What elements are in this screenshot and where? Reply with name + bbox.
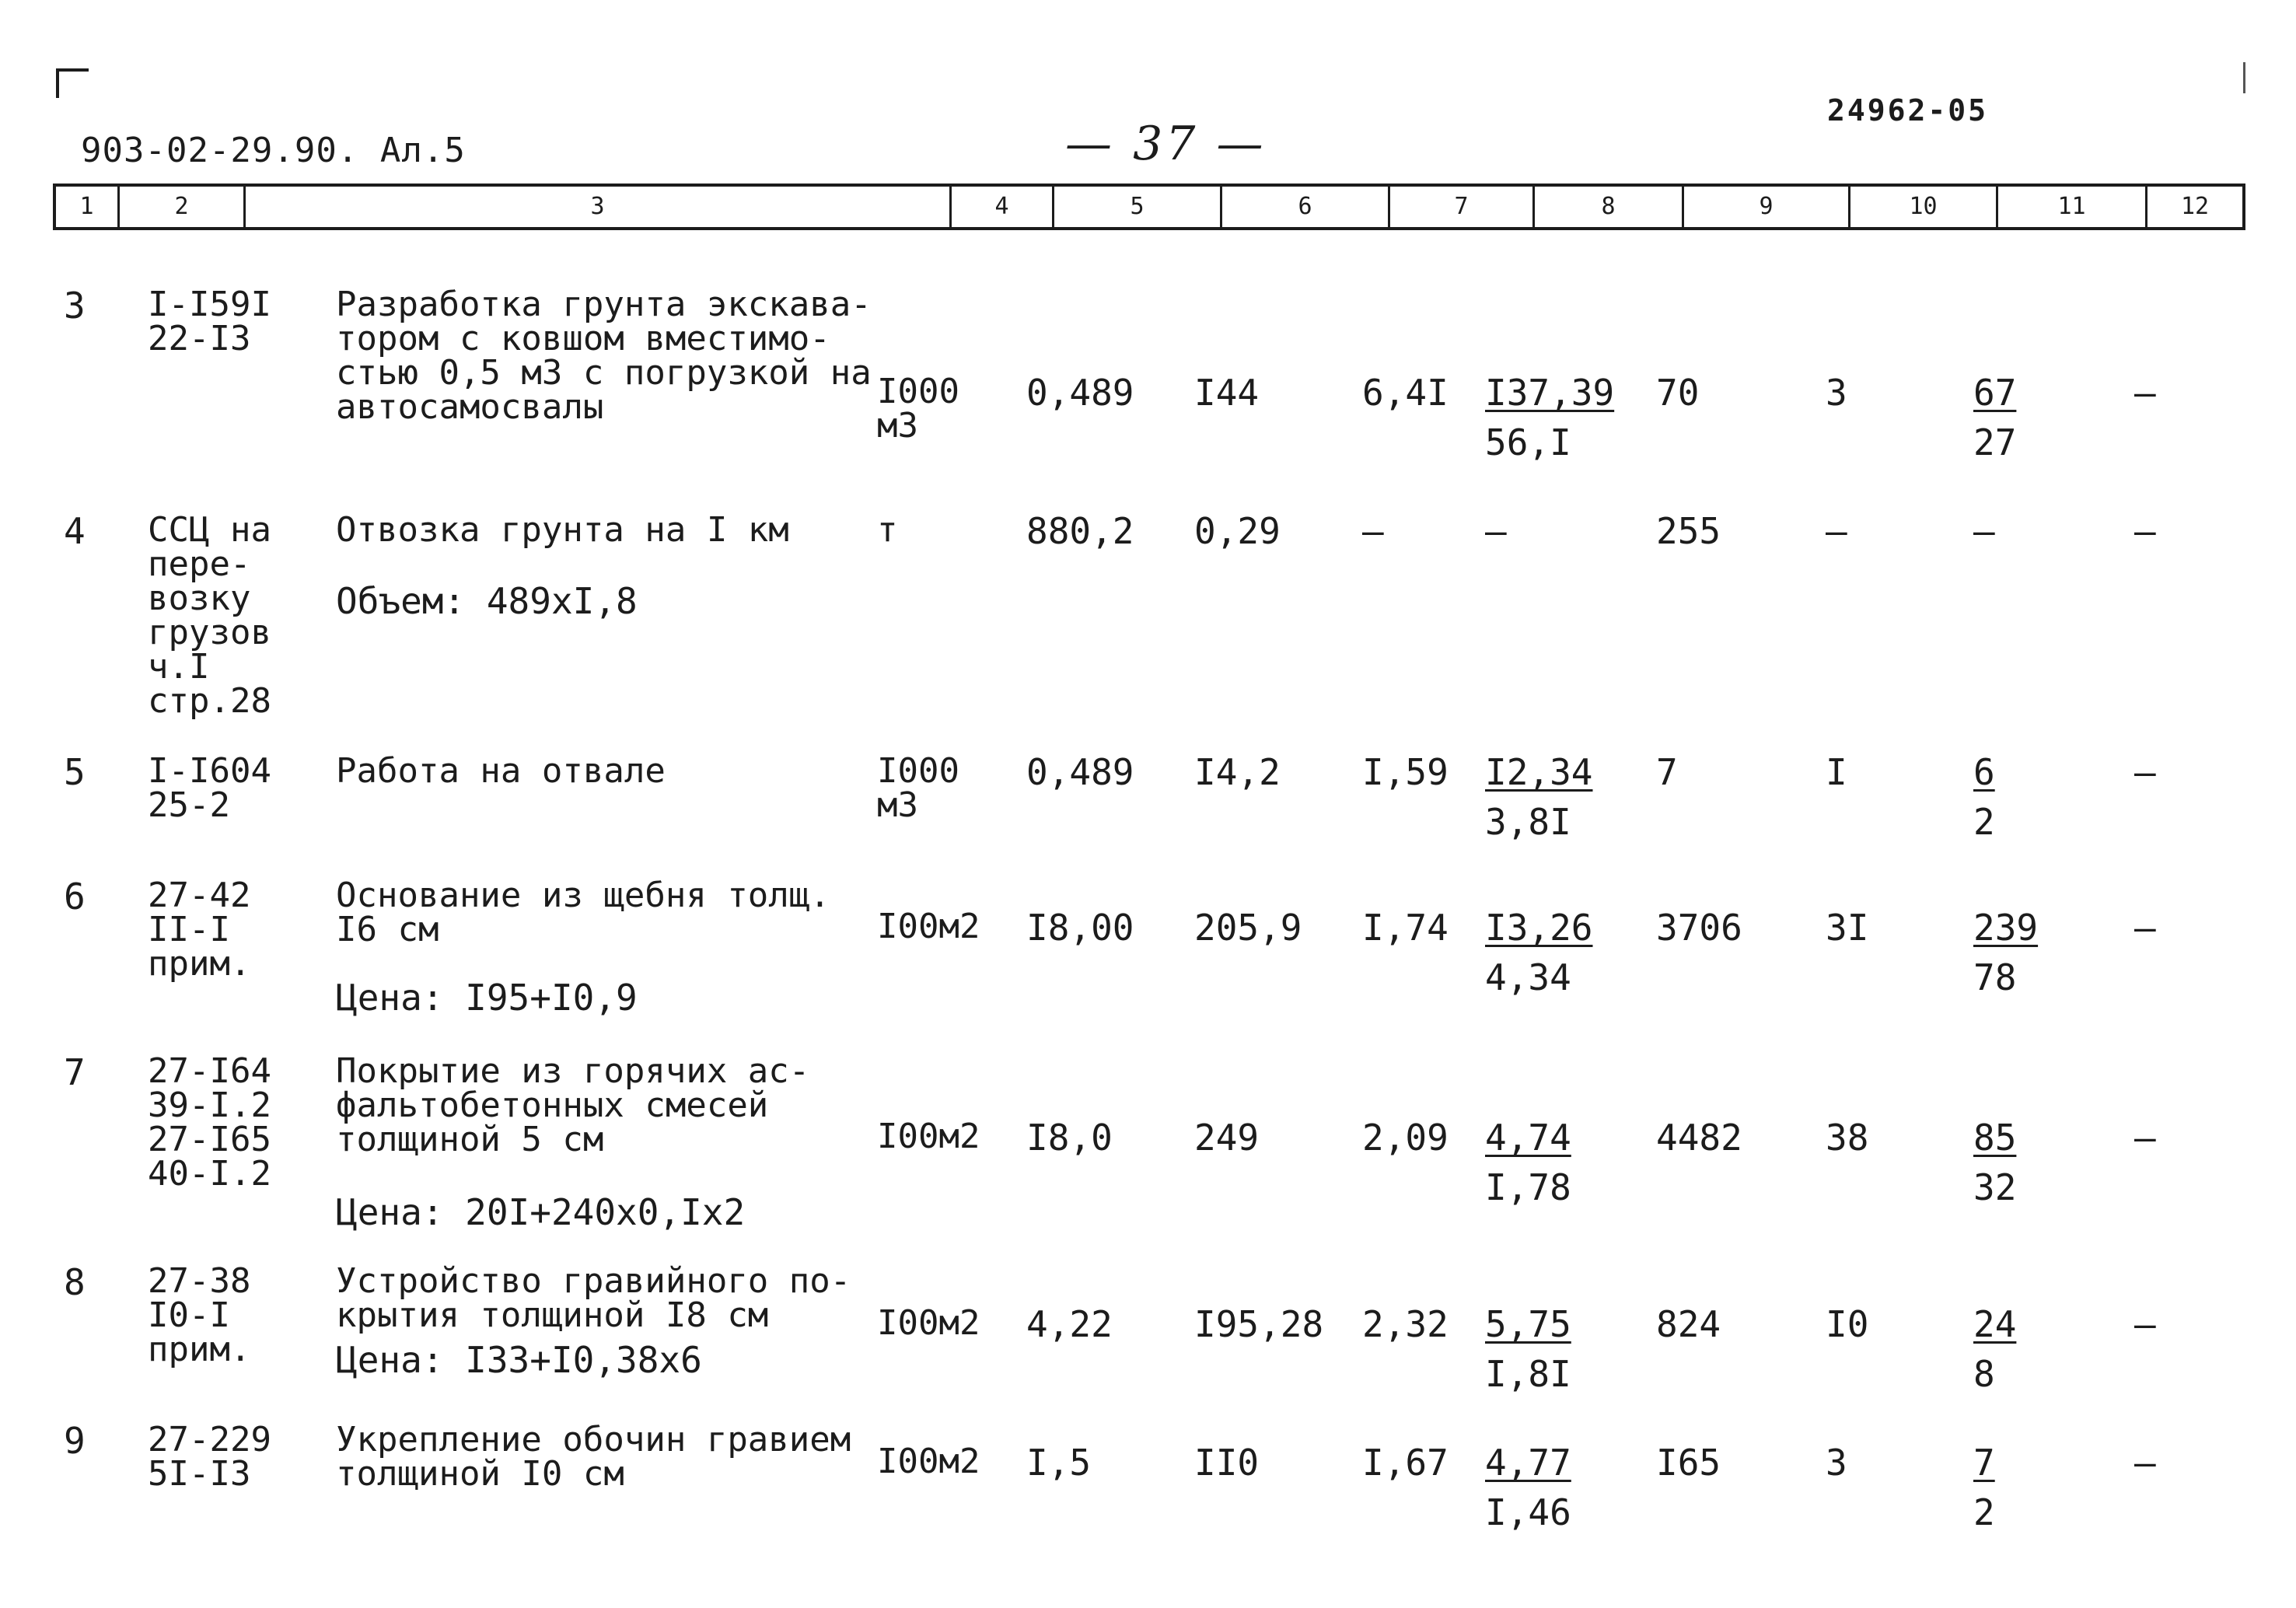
row-description: Покрытие из горячих ас- фальтобетонных смесей толщиной 5 см (336, 1051, 810, 1159)
row-col12: – (2134, 1303, 2156, 1345)
row-col11-bottom: 2 (1973, 1491, 1995, 1533)
row-number: 8 (64, 1261, 86, 1303)
row-col11-bottom: 27 (1973, 421, 2017, 463)
col-header-9: 9 (1684, 187, 1850, 227)
row-col12: – (2134, 1117, 2156, 1159)
col-header-11: 11 (1998, 187, 2147, 227)
row-col10: – (1826, 510, 1847, 552)
col-header-1: 1 (56, 187, 120, 227)
row-code: 27-I64 39-I.2 27-I65 40-I.2 (148, 1051, 271, 1194)
row-col11-top: 7 (1973, 1442, 1995, 1484)
row-col7: 6,4I (1362, 372, 1449, 414)
row-col12: – (2134, 751, 2156, 793)
row-col11-top: 67 (1973, 372, 2017, 414)
row-unit: I000 м3 (877, 751, 959, 825)
row-code: I-I59I 22-I3 (148, 285, 271, 358)
col-header-6: 6 (1222, 187, 1390, 227)
row-col11-bottom: 32 (1973, 1166, 2017, 1208)
row-code: ССЦ на пере- возку грузов ч.I стр.28 (148, 510, 271, 721)
row-col8-top: 4,74 (1485, 1117, 1571, 1159)
row-code: 27-42 II-I прим. (148, 876, 251, 984)
row-col10: 3I (1826, 907, 1869, 949)
row-col7: I,67 (1362, 1442, 1449, 1484)
corner-mark (56, 68, 89, 98)
row-number: 7 (64, 1051, 86, 1093)
document-code: 903-02-29.90. Ал.5 (81, 131, 466, 170)
row-col12: – (2134, 372, 2156, 414)
row-unit: I00м2 (877, 1303, 980, 1343)
row-unit: I00м2 (877, 907, 980, 946)
row-col9: 4482 (1656, 1117, 1742, 1159)
row-description: Работа на отвале (336, 751, 666, 791)
row-number: 9 (64, 1420, 86, 1462)
table-header (53, 184, 2245, 230)
row-col11-top: 24 (1973, 1303, 2017, 1345)
row-col8-bottom: 4,34 (1485, 956, 1571, 998)
row-col9: 3706 (1656, 907, 1742, 949)
row-col9: I65 (1656, 1442, 1721, 1484)
row-col7: 2,32 (1362, 1303, 1449, 1345)
row-description: Разработка грунта экскава- тором с ковшом вместимо- стью 0,5 м3 с погрузкой на автосамосвалы (336, 285, 872, 427)
row-col8-bottom: I,8I (1485, 1353, 1571, 1395)
row-col8-top: I37,39 (1485, 372, 1615, 414)
col-header-8: 8 (1535, 187, 1684, 227)
row-unit-price: I44 (1194, 372, 1260, 414)
row-description: Устройство гравийного по- крытия толщиной I8 см (336, 1261, 851, 1335)
col-header-12: 12 (2180, 193, 2210, 220)
row-quantity: 0,489 (1026, 751, 1134, 793)
col-header-4: 4 (952, 187, 1054, 227)
row-col11-top: 85 (1973, 1117, 2017, 1159)
row-col11-top: – (1973, 510, 1995, 552)
row-col8-top: I3,26 (1485, 907, 1593, 949)
row-col12: – (2134, 1442, 2156, 1484)
col-header-5: 5 (1054, 187, 1222, 227)
row-col9: 7 (1656, 751, 1678, 793)
row-col10: 38 (1826, 1117, 1869, 1159)
row-col8-top: – (1485, 510, 1507, 552)
row-number: 6 (64, 876, 86, 918)
row-unit-price: 205,9 (1194, 907, 1302, 949)
row-unit-price: II0 (1194, 1442, 1260, 1484)
archive-number: 24962-05 (1827, 93, 1989, 128)
row-note: Объем: 489хI,8 (336, 580, 638, 622)
row-unit: I000 м3 (877, 372, 959, 446)
row-col9: 70 (1656, 372, 1700, 414)
row-col7: I,74 (1362, 907, 1449, 949)
col-header-2: 2 (120, 187, 246, 227)
row-description: Основание из щебня толщ. I6 см (336, 876, 830, 949)
row-unit: I00м2 (877, 1117, 980, 1156)
row-col8-top: I2,34 (1485, 751, 1593, 793)
page-number: — 37 — (1065, 117, 1267, 171)
col-header-10: 10 (1850, 187, 1998, 227)
row-col11-bottom: 2 (1973, 801, 1995, 843)
row-col11-top: 239 (1973, 907, 2039, 949)
row-col9: 824 (1656, 1303, 1721, 1345)
row-unit-price: 249 (1194, 1117, 1260, 1159)
row-number: 5 (64, 751, 86, 793)
row-col8-bottom: 56,I (1485, 421, 1571, 463)
row-quantity: I,5 (1026, 1442, 1092, 1484)
row-col7: 2,09 (1362, 1117, 1449, 1159)
col-header-3: 3 (246, 187, 952, 227)
row-unit-price: I95,28 (1194, 1303, 1324, 1345)
row-col10: I0 (1826, 1303, 1869, 1345)
row-col10: 3 (1826, 1442, 1847, 1484)
row-note: Цена: 20I+240х0,Iх2 (336, 1191, 746, 1233)
row-col8-top: 4,77 (1485, 1442, 1571, 1484)
row-col10: I (1826, 751, 1847, 793)
row-col8-bottom: 3,8I (1485, 801, 1571, 843)
row-col11-top: 6 (1973, 751, 1995, 793)
row-number: 3 (64, 285, 86, 327)
row-col11-bottom: 78 (1973, 956, 2017, 998)
row-note: Цена: I95+I0,9 (336, 977, 638, 1019)
row-note: Цена: I33+I0,38х6 (336, 1339, 702, 1381)
row-col12: – (2134, 907, 2156, 949)
row-col7: I,59 (1362, 751, 1449, 793)
col-header-7: 7 (1390, 187, 1535, 227)
row-quantity: I8,0 (1026, 1117, 1113, 1159)
row-col9: 255 (1656, 510, 1721, 552)
row-unit: т (877, 510, 898, 550)
row-description: Укрепление обочин гравием толщиной I0 см (336, 1420, 851, 1494)
row-code: 27-38 I0-I прим. (148, 1261, 251, 1369)
row-quantity: 4,22 (1026, 1303, 1113, 1345)
row-col12: – (2134, 510, 2156, 552)
row-unit-price: 0,29 (1194, 510, 1281, 552)
row-quantity: I8,00 (1026, 907, 1134, 949)
row-col10: 3 (1826, 372, 1847, 414)
corner-mark-right (2243, 62, 2245, 93)
row-col8-bottom: I,46 (1485, 1491, 1571, 1533)
row-col7: – (1362, 510, 1384, 552)
row-col11-bottom: 8 (1973, 1353, 1995, 1395)
row-number: 4 (64, 510, 86, 552)
row-quantity: 880,2 (1026, 510, 1134, 552)
row-quantity: 0,489 (1026, 372, 1134, 414)
row-description: Отвозка грунта на I км (336, 510, 789, 550)
row-col8-top: 5,75 (1485, 1303, 1571, 1345)
row-unit: I00м2 (877, 1442, 980, 1481)
row-code: I-I604 25-2 (148, 751, 271, 825)
row-code: 27-229 5I-I3 (148, 1420, 271, 1494)
row-col8-bottom: I,78 (1485, 1166, 1571, 1208)
row-unit-price: I4,2 (1194, 751, 1281, 793)
